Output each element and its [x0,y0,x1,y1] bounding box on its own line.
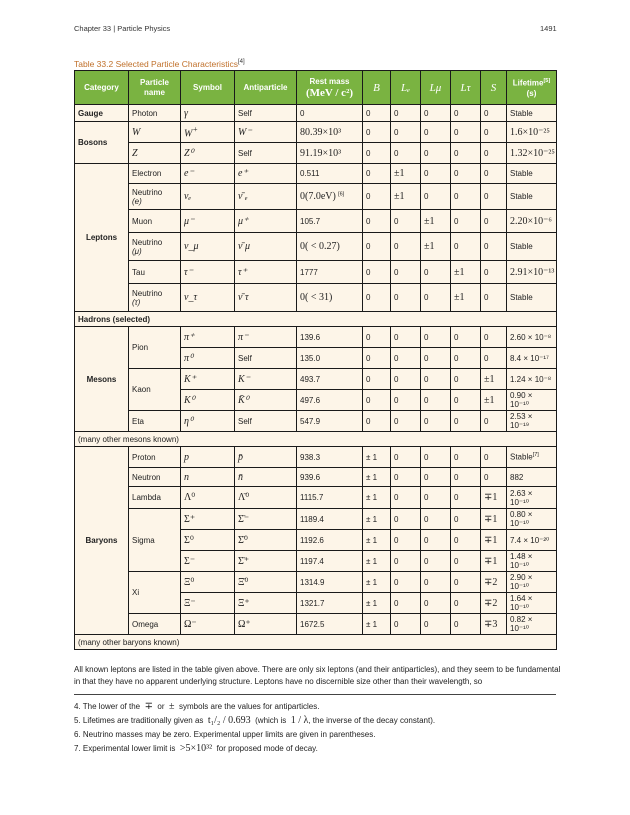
table-row [75,164,557,184]
lt-cell: 0 [451,184,481,210]
life-cell: Stable [507,184,557,210]
mass-cell: 1115.7 [297,487,363,509]
table-row [75,572,557,593]
anti-cell: Σ̄⁺ [235,551,297,572]
col-strangeness: S [481,71,507,105]
anti-cell: W⁻ [235,122,297,143]
symbol-cell: K⁺ [181,369,235,390]
s-cell: ∓3 [481,614,507,635]
lm-cell: 0 [421,284,451,312]
mass-cell: 0(7.0eV) [6] [297,184,363,210]
le-cell: 0 [391,261,421,284]
name-cell: Neutron [129,468,181,487]
table-row [75,411,557,432]
table-row [75,614,557,635]
life-cell: 2.20×10⁻⁶ [507,210,557,233]
symbol-cell: Σ⁻ [181,551,235,572]
lm-cell: 0 [421,164,451,184]
table-caption: Table 33.2 Selected Particle Characteristics[4] [74,59,245,69]
s-cell: 0 [481,348,507,369]
lt-cell: 0 [451,369,481,390]
le-cell: 0 [391,593,421,614]
table-row [75,143,557,164]
symbol-cell: Ω⁻ [181,614,235,635]
b-cell: 0 [363,411,391,432]
b-cell: 0 [363,261,391,284]
le-cell: 0 [391,210,421,233]
lm-cell: 0 [421,369,451,390]
s-cell: ±1 [481,369,507,390]
anti-cell: ν̄ ₑ [235,184,297,210]
symbol-cell: n [181,468,235,487]
le-cell: 0 [391,551,421,572]
mass-cell: 1321.7 [297,593,363,614]
mass-cell: 135.0 [297,348,363,369]
s-cell: 0 [481,411,507,432]
lm-cell: 0 [421,105,451,122]
mass-cell: 1672.5 [297,614,363,635]
le-cell: 0 [391,447,421,468]
symbol-cell: Z⁰ [181,143,235,164]
life-cell: Stable[7] [507,447,557,468]
anti-cell: ν̄ μ [235,233,297,261]
section-label: Hadrons (selected) [75,312,557,327]
le-cell: 0 [391,327,421,348]
anti-cell: Σ̄⁰ [235,530,297,551]
category-cell: Leptons [75,164,129,312]
mass-cell: 105.7 [297,210,363,233]
table-row [75,327,557,348]
mass-cell: 547.9 [297,411,363,432]
anti-cell: p̄ [235,447,297,468]
lt-cell: ±1 [451,284,481,312]
life-cell: 882 [507,468,557,487]
mass-cell: 1197.4 [297,551,363,572]
b-cell: 0 [363,233,391,261]
s-cell: 0 [481,261,507,284]
le-cell: ±1 [391,184,421,210]
le-cell: 0 [391,572,421,593]
life-cell: 2.63 × 10⁻¹⁰ [507,487,557,509]
s-cell: ∓1 [481,530,507,551]
s-cell: 0 [481,327,507,348]
symbol-cell: Σ⁺ [181,509,235,530]
section-row [75,635,557,650]
symbol-cell: K⁰ [181,390,235,411]
b-cell: 0 [363,122,391,143]
name-cell: Electron [129,164,181,184]
lm-cell: 0 [421,614,451,635]
symbol-cell: π⁺ [181,327,235,348]
table-row [75,122,557,143]
anti-cell: Self [235,143,297,164]
le-cell: 0 [391,105,421,122]
life-cell: 0.82 × 10⁻¹⁰ [507,614,557,635]
footnote-5: 5. Lifetimes are traditionally given as t₁/₂ / 0.693 (which is 1 / λ, the inverse of the decay constant). [74,715,436,726]
mass-cell: 139.6 [297,327,363,348]
s-cell: 0 [481,233,507,261]
b-cell: ± 1 [363,530,391,551]
b-cell: ± 1 [363,614,391,635]
life-cell: 7.4 × 10⁻²⁰ [507,530,557,551]
name-cell: Neutrino (μ) [129,233,181,261]
name-cell: Proton [129,447,181,468]
lt-cell: 0 [451,348,481,369]
s-cell: 0 [481,122,507,143]
name-cell: Lambda [129,487,181,509]
b-cell: 0 [363,164,391,184]
s-cell: 0 [481,468,507,487]
mass-cell: 939.6 [297,468,363,487]
lm-cell: 0 [421,411,451,432]
lm-cell: 0 [421,327,451,348]
symbol-cell: Λ⁰ [181,487,235,509]
col-antiparticle: Antiparticle [235,71,297,105]
mass-cell: 1189.4 [297,509,363,530]
le-cell: 0 [391,143,421,164]
s-cell: 0 [481,143,507,164]
symbol-cell: W+ [181,122,235,143]
name-cell: Neutrino (τ) [129,284,181,312]
s-cell: ±1 [481,390,507,411]
table-row [75,184,557,210]
lm-cell: ±1 [421,233,451,261]
anti-cell: Ω⁺ [235,614,297,635]
anti-cell: K̄⁰ [235,390,297,411]
col-rest-mass: Rest mass (MeV / c²) [297,71,363,105]
lt-cell: 0 [451,390,481,411]
le-cell: 0 [391,390,421,411]
chapter-header: Chapter 33 | Particle Physics [74,24,171,33]
mass-cell: 1777 [297,261,363,284]
b-cell: 0 [363,143,391,164]
mass-cell: 1192.6 [297,530,363,551]
page-number: 1491 [540,24,557,33]
lt-cell: 0 [451,143,481,164]
symbol-cell: Σ⁰ [181,530,235,551]
life-cell: 0.90 × 10⁻¹⁰ [507,390,557,411]
life-cell: 1.32×10⁻²⁵ [507,143,557,164]
table-row [75,233,557,261]
name-cell: Photon [129,105,181,122]
b-cell: ± 1 [363,551,391,572]
symbol-cell: e⁻ [181,164,235,184]
symbol-cell: Ξ⁰ [181,572,235,593]
s-cell: ∓1 [481,509,507,530]
lt-cell: ±1 [451,261,481,284]
col-lmu: Lμ [421,71,451,105]
lm-cell: 0 [421,509,451,530]
anti-cell: K⁻ [235,369,297,390]
lt-cell: 0 [451,164,481,184]
table-row [75,369,557,390]
le-cell: 0 [391,348,421,369]
lm-cell: 0 [421,447,451,468]
mass-cell: 0( < 31) [297,284,363,312]
symbol-cell: ν_τ [181,284,235,312]
life-cell: 1.48 × 10⁻¹⁰ [507,551,557,572]
le-cell: 0 [391,411,421,432]
symbol-cell: μ⁻ [181,210,235,233]
mass-cell: 1314.9 [297,572,363,593]
life-cell: 2.90 × 10⁻¹⁰ [507,572,557,593]
col-symbol: Symbol [181,71,235,105]
mass-cell: 493.7 [297,369,363,390]
particle-table [74,70,557,650]
name-cell: Z [129,143,181,164]
col-le: Lₑ [391,71,421,105]
le-cell: 0 [391,233,421,261]
symbol-cell: Ξ⁻ [181,593,235,614]
life-cell: Stable [507,284,557,312]
b-cell: 0 [363,390,391,411]
s-cell: 0 [481,105,507,122]
anti-cell: Λ̄⁰ [235,487,297,509]
le-cell: 0 [391,122,421,143]
name-cell: Sigma [129,509,181,572]
table-row [75,509,557,530]
lt-cell: 0 [451,447,481,468]
col-lifetime: Lifetime[5] (s) [507,71,557,105]
table-row [75,487,557,509]
table-row [75,210,557,233]
name-cell: Xi [129,572,181,614]
le-cell: 0 [391,468,421,487]
anti-cell: π⁻ [235,327,297,348]
lt-cell: 0 [451,509,481,530]
lm-cell: 0 [421,468,451,487]
header-row [75,71,557,105]
table-row [75,468,557,487]
name-cell: Neutrino (e) [129,184,181,210]
life-cell: 2.53 × 10⁻¹⁹ [507,411,557,432]
b-cell: ± 1 [363,487,391,509]
name-cell: Eta [129,411,181,432]
b-cell: ± 1 [363,593,391,614]
anti-cell: μ⁺ [235,210,297,233]
mass-cell: 0( < 0.27) [297,233,363,261]
lm-cell: 0 [421,261,451,284]
s-cell: ∓1 [481,551,507,572]
category-cell: Bosons [75,122,129,164]
symbol-cell: γ [181,105,235,122]
lt-cell: 0 [451,593,481,614]
col-category: Category [75,71,129,105]
lt-cell: 0 [451,122,481,143]
s-cell: ∓1 [481,487,507,509]
anti-cell: Self [235,411,297,432]
symbol-cell: p [181,447,235,468]
name-cell: Tau [129,261,181,284]
lt-cell: 0 [451,487,481,509]
footnote-divider [74,694,556,695]
mass-cell: 80.39×10³ [297,122,363,143]
lm-cell: 0 [421,530,451,551]
lt-cell: 0 [451,572,481,593]
lm-cell: 0 [421,551,451,572]
s-cell: 0 [481,284,507,312]
lm-cell: 0 [421,390,451,411]
life-cell: Stable [507,164,557,184]
col-ltau: Lτ [451,71,481,105]
section-label: (many other baryons known) [75,635,557,650]
footnote-7: 7. Experimental lower limit is >5×10³² for proposed mode of decay. [74,743,318,754]
b-cell: ± 1 [363,447,391,468]
body-paragraph: All known leptons are listed in the table given above. There are only six leptons (and their antiparticles), and they seem to be fundamental in that they have no apparent underlying structure. Leptons have no discernible size other than their wavelength, so [74,665,561,686]
s-cell: ∓2 [481,593,507,614]
le-cell: 0 [391,509,421,530]
le-cell: 0 [391,614,421,635]
life-cell: 2.60 × 10⁻⁸ [507,327,557,348]
name-cell: Kaon [129,369,181,411]
name-cell: Muon [129,210,181,233]
name-cell: Pion [129,327,181,369]
life-cell: 0.80 × 10⁻¹⁰ [507,509,557,530]
le-cell: 0 [391,487,421,509]
anti-cell: Ξ̄⁰ [235,572,297,593]
lm-cell: 0 [421,122,451,143]
b-cell: 0 [363,284,391,312]
anti-cell: τ⁺ [235,261,297,284]
lt-cell: 0 [451,105,481,122]
anti-cell: Self [235,348,297,369]
b-cell: 0 [363,327,391,348]
le-cell: 0 [391,369,421,390]
b-cell: 0 [363,348,391,369]
symbol-cell: ν_μ [181,233,235,261]
table-row [75,261,557,284]
anti-cell: Self [235,105,297,122]
lm-cell: 0 [421,572,451,593]
lt-cell: 0 [451,210,481,233]
s-cell: 0 [481,210,507,233]
b-cell: ± 1 [363,468,391,487]
section-row [75,432,557,447]
footnote-6: 6. Neutrino masses may be zero. Experimental upper limits are given in parentheses. [74,730,376,739]
mass-cell: 0 [297,105,363,122]
life-cell: Stable [507,105,557,122]
table-row [75,284,557,312]
col-baryon-number: B [363,71,391,105]
b-cell: ± 1 [363,572,391,593]
mass-cell: 91.19×10³ [297,143,363,164]
b-cell: ± 1 [363,509,391,530]
footnote-4: 4. The lower of the ∓ or ± symbols are the values for antiparticles. [74,701,320,712]
s-cell: 0 [481,447,507,468]
anti-cell: Σ̄⁻ [235,509,297,530]
life-cell: 8.4 × 10⁻¹⁷ [507,348,557,369]
anti-cell: Ξ⁺ [235,593,297,614]
category-cell: Mesons [75,327,129,432]
symbol-cell: τ⁻ [181,261,235,284]
b-cell: 0 [363,369,391,390]
lt-cell: 0 [451,468,481,487]
mass-cell: 0.511 [297,164,363,184]
mass-cell: 938.3 [297,447,363,468]
symbol-cell: η⁰ [181,411,235,432]
life-cell: 1.64 × 10⁻¹⁰ [507,593,557,614]
anti-cell: n̄ [235,468,297,487]
lt-cell: 0 [451,411,481,432]
lt-cell: 0 [451,551,481,572]
life-cell: 1.6×10⁻²⁵ [507,122,557,143]
name-cell: W [129,122,181,143]
symbol-cell: π⁰ [181,348,235,369]
lm-cell: ±1 [421,210,451,233]
lm-cell: 0 [421,487,451,509]
col-particle-name: Particle name [129,71,181,105]
table-row [75,447,557,468]
life-cell: 2.91×10⁻¹³ [507,261,557,284]
lt-cell: 0 [451,530,481,551]
le-cell: 0 [391,284,421,312]
name-cell: Omega [129,614,181,635]
symbol-cell: νₑ [181,184,235,210]
section-label: (many other mesons known) [75,432,557,447]
lt-cell: 0 [451,327,481,348]
b-cell: 0 [363,105,391,122]
section-row [75,312,557,327]
le-cell: 0 [391,530,421,551]
lm-cell: 0 [421,348,451,369]
b-cell: 0 [363,184,391,210]
b-cell: 0 [363,210,391,233]
life-cell: 1.24 × 10⁻⁸ [507,369,557,390]
lt-cell: 0 [451,614,481,635]
anti-cell: ν̄ τ [235,284,297,312]
anti-cell: e⁺ [235,164,297,184]
s-cell: 0 [481,164,507,184]
life-cell: Stable [507,233,557,261]
category-cell: Baryons [75,447,129,635]
s-cell: ∓2 [481,572,507,593]
lt-cell: 0 [451,233,481,261]
lm-cell: 0 [421,593,451,614]
le-cell: ±1 [391,164,421,184]
category-cell: Gauge [75,105,129,122]
lm-cell: 0 [421,143,451,164]
table-row [75,105,557,122]
mass-cell: 497.6 [297,390,363,411]
lm-cell: 0 [421,184,451,210]
s-cell: 0 [481,184,507,210]
